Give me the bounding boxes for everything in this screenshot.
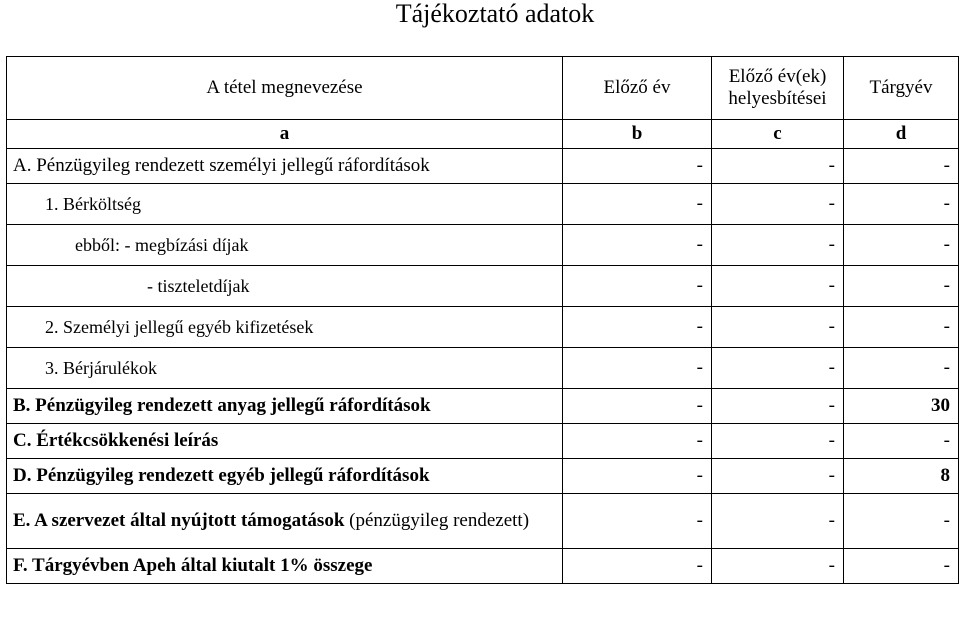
row-label: ebből: - megbízási díjak	[7, 225, 563, 266]
value-current-year: -	[844, 149, 959, 184]
header-name: A tétel megnevezése	[7, 57, 563, 120]
value-corrections: -	[712, 149, 844, 184]
table-row	[7, 348, 959, 389]
column-letter-row	[7, 120, 959, 149]
table-row	[7, 307, 959, 348]
row-label: 2. Személyi jellegű egyéb kifizetések	[7, 307, 563, 348]
table-row	[7, 494, 959, 549]
table-row	[7, 549, 959, 584]
value-prev-year: -	[563, 266, 712, 307]
value-prev-year: -	[563, 459, 712, 494]
row-label: A. Pénzügyileg rendezett személyi jellegű ráfordítások	[7, 149, 563, 184]
value-current-year: -	[844, 184, 959, 225]
value-current-year: -	[844, 494, 959, 549]
table-row	[7, 184, 959, 225]
value-corrections: -	[712, 549, 844, 584]
value-corrections: -	[712, 459, 844, 494]
table-row	[7, 424, 959, 459]
value-corrections: -	[712, 307, 844, 348]
row-label: 3. Bérjárulékok	[7, 348, 563, 389]
table-row	[7, 266, 959, 307]
value-corrections: -	[712, 225, 844, 266]
value-corrections: -	[712, 494, 844, 549]
letter-c: c	[712, 120, 844, 149]
value-prev-year: -	[563, 149, 712, 184]
row-label-normal: (pénzügyileg rendezett)	[344, 510, 530, 531]
value-prev-year: -	[563, 389, 712, 424]
value-prev-year: -	[563, 225, 712, 266]
row-label	[7, 494, 563, 549]
value-prev-year: -	[563, 549, 712, 584]
row-label: C. Értékcsökkenési leírás	[7, 424, 563, 459]
letter-a: a	[7, 120, 563, 149]
value-current-year: 8	[844, 459, 959, 494]
value-current-year: -	[844, 266, 959, 307]
table-row	[7, 389, 959, 424]
value-current-year: -	[844, 348, 959, 389]
value-corrections: -	[712, 424, 844, 459]
row-label-bold: E. A szervezet által nyújtott támogatások	[13, 510, 345, 531]
value-prev-year: -	[563, 184, 712, 225]
value-corrections: -	[712, 348, 844, 389]
header-corrections	[712, 57, 844, 120]
value-prev-year: -	[563, 424, 712, 459]
value-corrections: -	[712, 184, 844, 225]
table-row	[7, 149, 959, 184]
value-current-year: -	[844, 225, 959, 266]
letter-d: d	[844, 120, 959, 149]
page-title: Tájékoztató adatok	[395, 0, 595, 28]
value-prev-year: -	[563, 307, 712, 348]
row-label: 1. Bérköltség	[7, 184, 563, 225]
row-label: - tiszteletdíjak	[7, 266, 563, 307]
table-row	[7, 225, 959, 266]
header-current-year: Tárgyév	[844, 57, 959, 120]
value-current-year: -	[844, 307, 959, 348]
row-label: B. Pénzügyileg rendezett anyag jellegű ráfordítások	[7, 389, 563, 424]
info-table	[6, 56, 959, 584]
header-corrections-line2: helyesbítései	[728, 88, 827, 109]
table-header-row	[7, 57, 959, 120]
value-current-year: 30	[844, 389, 959, 424]
row-label: F. Tárgyévben Apeh által kiutalt 1% összege	[7, 549, 563, 584]
value-corrections: -	[712, 389, 844, 424]
letter-b: b	[563, 120, 712, 149]
value-current-year: -	[844, 549, 959, 584]
value-corrections: -	[712, 266, 844, 307]
value-prev-year: -	[563, 494, 712, 549]
table-row	[7, 459, 959, 494]
value-current-year: -	[844, 424, 959, 459]
value-prev-year: -	[563, 348, 712, 389]
header-prev-year: Előző év	[563, 57, 712, 120]
row-label: D. Pénzügyileg rendezett egyéb jellegű ráfordítások	[7, 459, 563, 494]
header-corrections-line1: Előző év(ek)	[728, 66, 827, 87]
